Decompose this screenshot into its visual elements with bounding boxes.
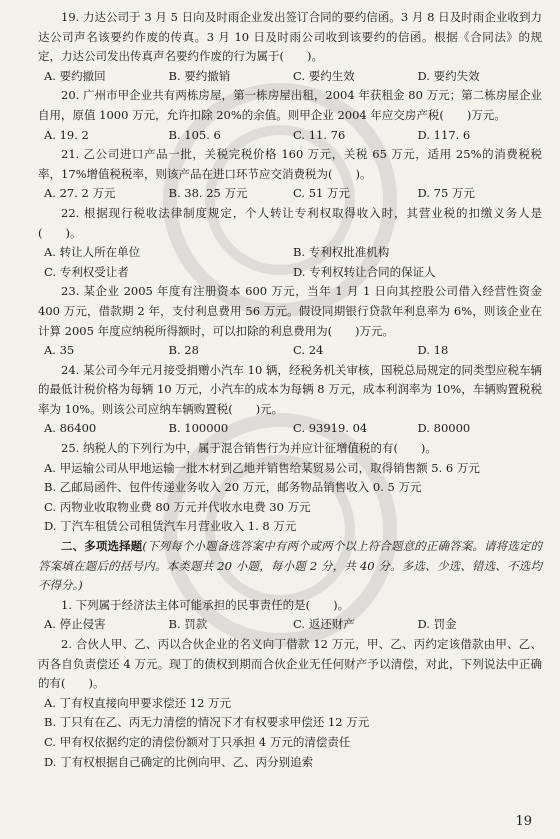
question-21: 21. 乙公司进口产品一批，关税完税价格 160 万元，关税 65 万元，适用 25%的消费税税率，17%增值税税率，则该产品在进口环节应交消费税为( )。 xyxy=(38,147,542,181)
option: D. 117. 6 xyxy=(417,127,471,142)
option: C. 专利权受让者 xyxy=(44,264,129,279)
option: C. 返还财产 xyxy=(293,617,355,632)
option: D. 丁有权根据自己确定的比例向甲、乙、丙分别追索 xyxy=(44,754,314,769)
option: C. 51 万元 xyxy=(293,186,350,201)
question-23-options xyxy=(44,341,542,361)
option: B. 专利权批准机构 xyxy=(293,245,390,260)
question-25: 25. 纳税人的下列行为中，属于混合销售行为并应计征增值税的有( )。 xyxy=(61,441,437,456)
option: D. 80000 xyxy=(417,421,471,436)
option: B. 100000 xyxy=(168,421,229,436)
option: D. 丁汽车租赁公司租赁汽车月营业收入 1. 8 万元 xyxy=(44,519,297,534)
option: A. 27. 2 万元 xyxy=(44,186,116,201)
option: A. 要约撤回 xyxy=(44,68,106,83)
question-24: 24. 某公司今年元月接受捐赠小汽车 10 辆，经税务机关审核，国税总局规定的同类型应税车辆的最低计税价格为每辆 10 万元，小汽车的成本为每辆 8 万元，成本利润率为 10%，车辆购置税税率为 10%。则该公司应纳车辆购置税( )元。 xyxy=(38,362,542,416)
option: B. 要约撤销 xyxy=(168,68,231,83)
question-22-options-row1 xyxy=(44,243,542,263)
option: B. 丁只有在乙、丙无力清偿的情况下才有权要求甲偿还 12 万元 xyxy=(44,715,370,730)
question-21-options xyxy=(44,184,542,204)
option: A. 转让人所在单位 xyxy=(44,245,141,260)
section-instructions: (下列每个小题备选答案中有两个或两个以上符合题意的正确答案。请将选定的答案填在题后的括号内。本类题共 20 小题，每小题 2 分，共 40 分。多选、少选、错选、不选均不得分。) xyxy=(38,539,543,593)
question-24-options xyxy=(44,419,542,439)
question-20: 20. 广州市甲企业共有两栋房屋，第一栋房屋出租，2004 年获租金 80 万元；第二栋房屋企业自用，原值 1000 万元，允许扣除 20%的余值。则甲企业 2004 年应交房产税( )万元。 xyxy=(38,88,542,122)
option: B. 乙邮局函件、包件传递业务收入 20 万元，邮务物品销售收入 0. 5 万元 xyxy=(44,480,422,495)
option: C. 24 xyxy=(293,343,324,358)
section-heading xyxy=(38,537,542,596)
option: A. 甲运输公司从甲地运输一批木材到乙地并销售给某贸易公司，取得销售额 5. 6 万元 xyxy=(44,460,480,475)
option: B. 罚款 xyxy=(168,617,208,632)
question-23: 23. 某企业 2005 年度有注册资本 600 万元，当年 1 月 1 日向其控股公司借入经营性资金 400 万元，借款期 2 年，支付利息费用 56 万元。假设同期银行贷款年利息率为 6%，则该企业在计算 2005 年度应纳税所得额时，可以扣除的利息费用为( )万元。 xyxy=(38,284,542,338)
question-m2: 2. 合伙人甲、乙、丙以合伙企业的名义向丁借款 12 万元，甲、乙、丙约定该借款由甲、乙、丙各自负责偿还 4 万元。现丁的债权到期而合伙企业无任何财产予以清偿，对此，下列说法中正确的有( )。 xyxy=(38,637,542,691)
option: B. 28 xyxy=(168,343,199,358)
question-19-options xyxy=(44,67,542,87)
option: A. 86400 xyxy=(44,421,97,436)
option: B. 105. 6 xyxy=(168,127,221,142)
option: D. 罚金 xyxy=(417,617,457,632)
option: C. 丙物业收取物业费 80 万元并代收水电费 30 万元 xyxy=(44,499,311,514)
question-m1-options xyxy=(44,615,542,635)
option: A. 丁有权直接向甲要求偿还 12 万元 xyxy=(44,695,232,710)
question-22-options-row2 xyxy=(44,263,542,283)
question-19: 19. 力达公司于 3 月 5 日向及时雨企业发出签订合同的要约信函。3 月 8 日及时雨企业收到力达公司声名该要约作废的传真。3 月 10 日及时雨公司收到该要约的信函。根据《合同法》的规定，力达公司发出传真声名要约作废的行为属于( )。 xyxy=(38,10,542,64)
option: D. 75 万元 xyxy=(417,186,475,201)
option: A. 35 xyxy=(44,343,75,358)
option: C. 93919. 04 xyxy=(293,421,368,436)
page-number: 19 xyxy=(515,814,532,829)
option: C. 甲有权依据约定的清偿份额对丁只承担 4 万元的清偿责任 xyxy=(44,734,351,749)
option: D. 专利权转让合同的保证人 xyxy=(293,264,436,279)
option: D. 要约失效 xyxy=(417,68,480,83)
option: B. 38. 25 万元 xyxy=(168,186,248,201)
option: C. 11. 76 xyxy=(293,127,346,142)
option: C. 要约生效 xyxy=(293,68,355,83)
question-20-options xyxy=(44,126,542,146)
section-title: 二、多项选择题 xyxy=(61,539,143,554)
question-22: 22. 根据现行税收法律制度规定，个人转让专利权取得收入时，其营业税的扣缴义务人是( )。 xyxy=(38,205,542,240)
option: A. 停止侵害 xyxy=(44,617,106,632)
option: A. 19. 2 xyxy=(44,127,89,142)
question-m1: 1. 下列属于经济法主体可能承担的民事责任的是( )。 xyxy=(61,597,350,612)
option: D. 18 xyxy=(417,343,449,358)
